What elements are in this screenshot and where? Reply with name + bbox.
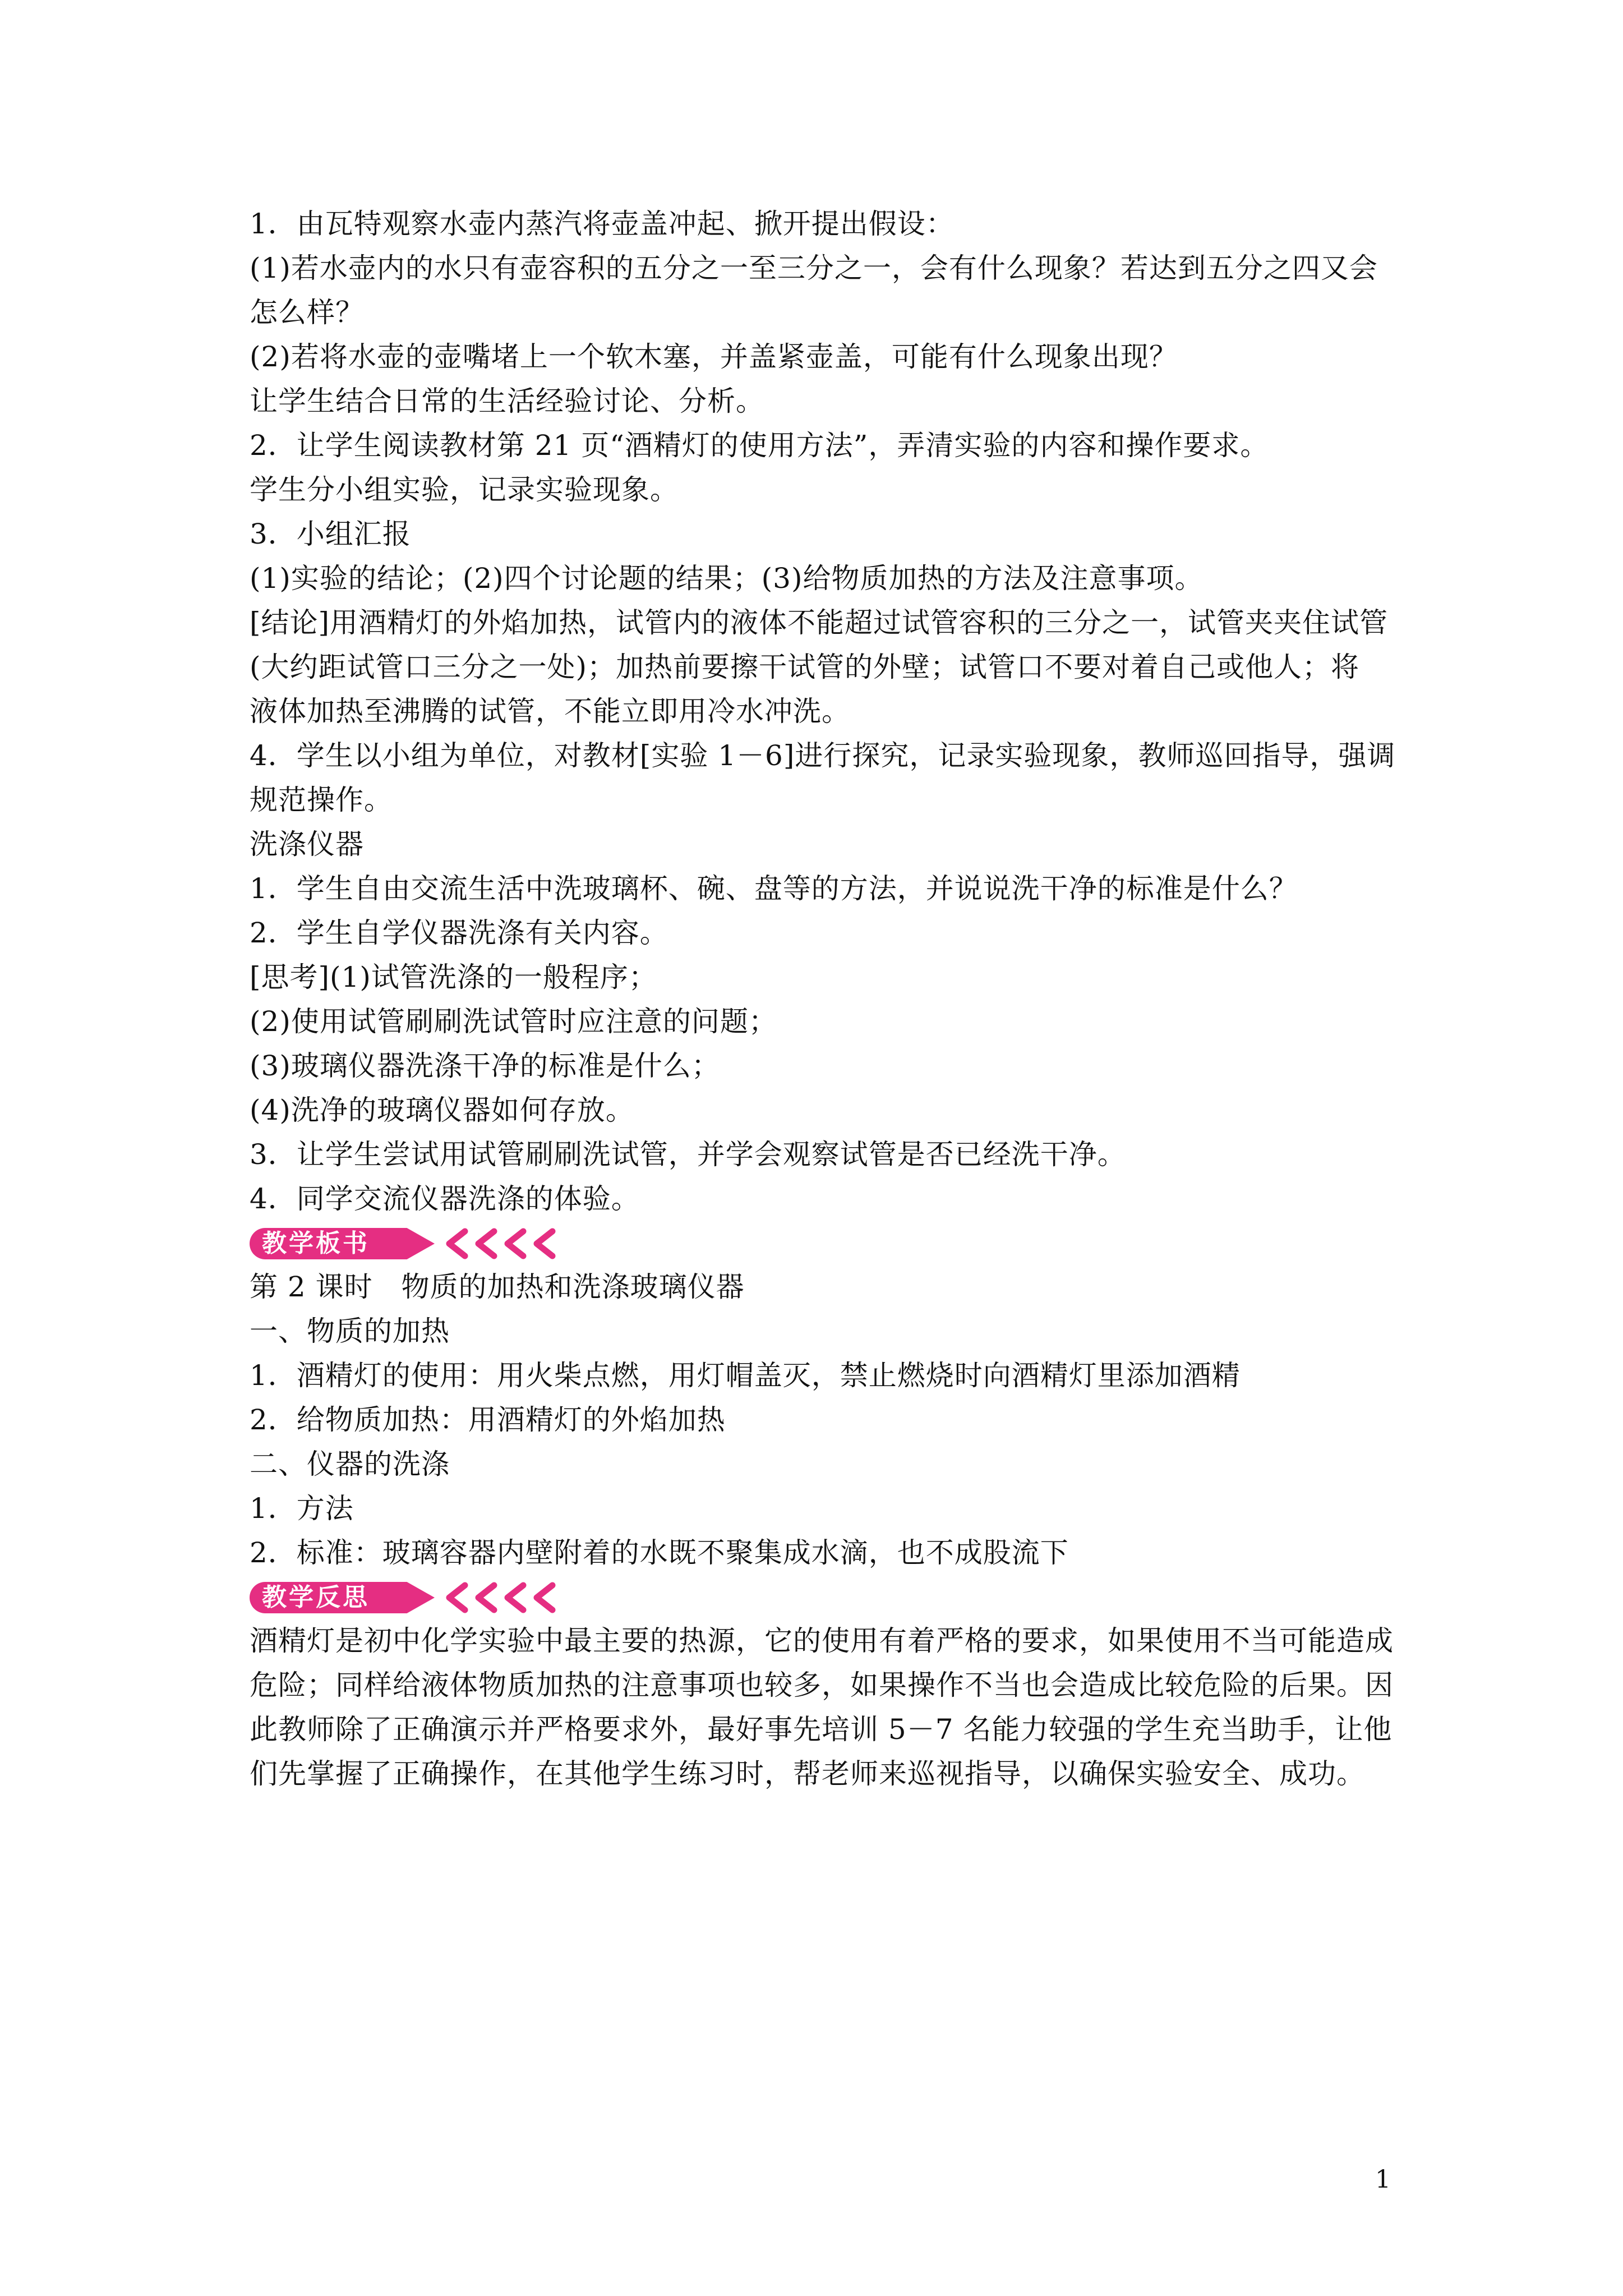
text-line: 一、物质的加热 [250, 1315, 450, 1347]
text-line: 第 2 课时 物质的加热和洗涤玻璃仪器 [250, 1271, 745, 1303]
text-line: (大约距试管口三分之一处)；加热前要擦干试管的外壁；试管口不要对着自己或他人；将 [250, 651, 1360, 683]
text-line: 此教师除了正确演示并严格要求外，最好事先培训 5－7 名能力较强的学生充当助手，让他 [250, 1713, 1393, 1746]
text-line: 规范操作。 [250, 784, 393, 816]
reflection-banner [250, 1581, 1405, 1614]
text-line: 二、仪器的洗涤 [250, 1448, 450, 1480]
page-content [250, 202, 1405, 1796]
board-writing-banner [250, 1227, 1405, 1260]
text-line: 怎么样？ [250, 296, 364, 329]
text-line: (2)使用试管刷刷洗试管时应注意的问题； [250, 1005, 777, 1038]
text-line: (3)玻璃仪器洗涤干净的标准是什么； [250, 1050, 720, 1082]
text-line: 危险；同样给液体物质加热的注意事项也较多，如果操作不当也会造成比较危险的后果。因 [250, 1669, 1394, 1701]
text-line: (4)洗净的玻璃仪器如何存放。 [250, 1094, 634, 1126]
text-line: 液体加热至沸腾的试管，不能立即用冷水冲洗。 [250, 695, 850, 728]
text-line: 2．让学生阅读教材第 21 页“酒精灯的使用方法”，弄清实验的内容和操作要求。 [250, 429, 1269, 462]
text-line: 1．酒精灯的使用：用火柴点燃，用灯帽盖灭，禁止燃烧时向酒精灯里添加酒精 [250, 1359, 1241, 1392]
page-number: 1 [1375, 2165, 1391, 2194]
text-line: 1．方法 [250, 1492, 354, 1525]
text-line: 4．同学交流仪器洗涤的体验。 [250, 1182, 640, 1215]
text-line: (1)实验的结论；(2)四个讨论题的结果；(3)给物质加热的方法及注意事项。 [250, 562, 1204, 595]
text-line: 们先掌握了正确操作，在其他学生练习时，帮老师来巡视指导，以确保实验安全、成功。 [250, 1757, 1365, 1790]
text-line: 学生分小组实验，记录实验现象。 [250, 473, 679, 506]
text-line: 洗涤仪器 [250, 828, 364, 861]
text-line: 3．小组汇报 [250, 518, 411, 550]
board-writing-section [250, 1265, 1405, 1575]
text-line: [思考](1)试管洗涤的一般程序； [250, 961, 657, 993]
text-line: 2．学生自学仪器洗涤有关内容。 [250, 917, 668, 949]
chevrons-icon [440, 1581, 575, 1614]
banner-label: 教学板书 [262, 1229, 370, 1258]
text-line: (1)若水壶内的水只有壶容积的五分之一至三分之一，会有什么现象？若达到五分之四又会 [250, 252, 1378, 284]
text-line: 1．学生自由交流生活中洗玻璃杯、碗、盘等的方法，并说说洗干净的标准是什么？ [250, 872, 1298, 905]
text-line: (2)若将水壶的壶嘴堵上一个软木塞，并盖紧壶盖，可能有什么现象出现？ [250, 341, 1178, 373]
reflection-section [250, 1619, 1405, 1796]
text-line: 让学生结合日常的生活经验讨论、分析。 [250, 385, 764, 417]
text-line: 2．给物质加热：用酒精灯的外焰加热 [250, 1404, 726, 1436]
text-line: [结论]用酒精灯的外焰加热，试管内的液体不能超过试管容积的三分之一，试管夹夹住试管 [250, 606, 1389, 639]
text-line: 1．由瓦特观察水壶内蒸汽将壶盖冲起、掀开提出假设： [250, 208, 955, 240]
chevrons-icon [440, 1227, 575, 1260]
banner-label: 教学反思 [262, 1583, 370, 1612]
text-line: 酒精灯是初中化学实验中最主要的热源，它的使用有着严格的要求，如果使用不当可能造成 [250, 1625, 1394, 1657]
text-line: 4．学生以小组为单位，对教材[实验 1－6]进行探究，记录实验现象，教师巡回指导，强调 [250, 739, 1396, 772]
text-line: 2．标准：玻璃容器内壁附着的水既不聚集成水滴，也不成股流下 [250, 1536, 1069, 1569]
text-line: 3．让学生尝试用试管刷刷洗试管，并学会观察试管是否已经洗干净。 [250, 1138, 1126, 1171]
teaching-process-section [250, 202, 1405, 1221]
